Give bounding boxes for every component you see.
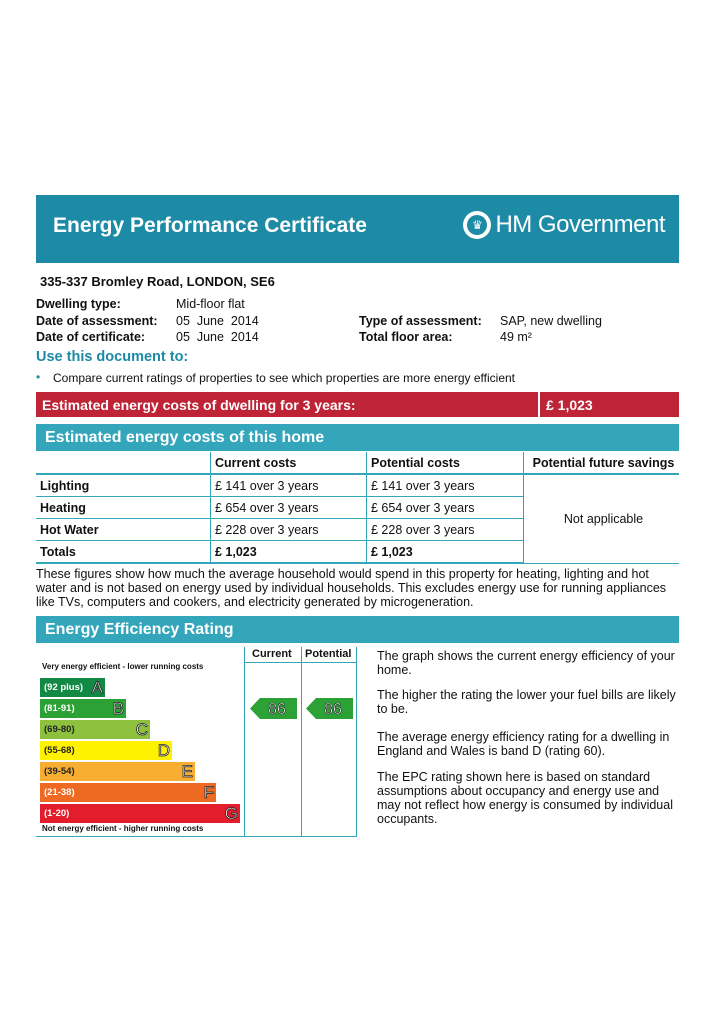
certificate-header [36,195,679,263]
potential-column-header: Potential [305,648,352,660]
divider [244,647,245,837]
assessment-type-value: SAP, new dwelling [500,314,602,328]
current-rating-arrow [250,698,297,719]
cost-table-header [36,424,679,451]
current-cost: £ 654 over 3 years [211,497,367,519]
current-cost: £ 141 over 3 years [211,474,367,497]
dwelling-type-value: Mid-floor flat [176,297,245,311]
potential-rating-arrow [306,698,353,719]
current-rating-arrow-value: 86 [268,701,286,718]
cost-table-title: Estimated energy costs of this home [45,429,325,446]
cost-table [36,452,679,564]
energy-rating-chart [36,647,359,837]
column-header [36,452,211,474]
dwelling-type-label: Dwelling type: [36,297,121,311]
explanation-text: The graph shows the current energy efficiency of your home. [377,649,675,677]
band-range-label: (69-80) [44,724,75,735]
use-document-item: Compare current ratings of properties to see which properties are more energy efficient [53,371,516,385]
estimated-costs-label: Estimated energy costs of dwelling for 3 years: [42,397,356,413]
column-header: Potential future savings [524,452,680,474]
band-range-label: (1-20) [44,808,70,819]
floor-area-label: Total floor area: [359,330,453,344]
explanation-text: The higher the rating the lower your fuel bills are likely to be. [377,688,676,716]
royal-crest-icon: ♛ [463,211,491,239]
row-label: Heating [36,497,211,519]
bullet-icon: • [36,370,41,384]
government-name: HM Government [495,211,665,238]
government-logo [463,211,665,239]
band-range-label: (55-68) [44,745,75,756]
efficiency-header [36,616,679,643]
scale-top-label: Very energy efficient - lower running costs [42,662,204,671]
table-row [36,474,679,497]
totals-current: £ 1,023 [211,541,367,564]
divider [36,836,357,837]
floor-area-value: 49 m² [500,330,532,344]
band-range-label: (92 plus) [44,682,84,693]
row-label: Hot Water [36,519,211,541]
potential-rating-arrow-value: 86 [324,701,342,718]
totals-potential: £ 1,023 [367,541,524,564]
assessment-date-label: Date of assessment: [36,314,158,328]
explanation-text: The average energy efficiency rating for a dwelling in England and Wales is band D (rating 60). [377,730,670,758]
potential-cost: £ 654 over 3 years [367,497,524,519]
band-letter: A [91,678,103,697]
rating-band-a [40,678,105,697]
current-cost: £ 228 over 3 years [211,519,367,541]
costs-note: These figures show how much the average household would spend in this property for heating, lighting and hot water and is not based on energy used by individual households. This excludes energy use for running appliances like TVs, computers and cookers, and electricity generated by microgeneration. [36,567,667,609]
certificate-date-label: Date of certificate: [36,330,146,344]
divider [538,392,540,417]
band-letter: G [224,804,238,823]
band-range-label: (81-91) [44,703,75,714]
potential-cost: £ 228 over 3 years [367,519,524,541]
band-letter: C [135,720,148,739]
band-letter: D [157,741,170,760]
use-document-title: Use this document to: [36,349,189,365]
estimated-costs-bar [36,392,679,417]
table-header-row [36,452,679,474]
column-header: Current costs [211,452,367,474]
property-address: 335-337 Bromley Road, LONDON, SE6 [40,274,275,289]
rating-band-d [40,741,172,760]
totals-label: Totals [36,541,211,564]
rating-band-g [40,804,240,823]
certificate-date-value: 05 June 2014 [176,330,259,344]
band-letter: E [181,762,193,781]
scale-bottom-label: Not energy efficient - higher running costs [42,824,204,833]
efficiency-title: Energy Efficiency Rating [45,621,234,638]
explanation-text: The EPC rating shown here is based on standard assumptions about occupancy and energy use and may not reflect how energy is consumed by individual occupants. [377,770,673,826]
band-letter: B [112,699,124,718]
rating-band-b [40,699,126,718]
current-column-header: Current [252,648,292,660]
row-label: Lighting [36,474,211,497]
rating-band-f [40,783,216,802]
assessment-date-value: 05 June 2014 [176,314,259,328]
rating-band-e [40,762,195,781]
divider [301,647,302,837]
band-range-label: (39-54) [44,766,75,777]
assessment-type-label: Type of assessment: [359,314,482,328]
divider [356,647,357,837]
potential-savings: Not applicable [524,474,680,563]
certificate-title: Energy Performance Certificate [53,214,367,237]
divider [244,662,357,663]
potential-cost: £ 141 over 3 years [367,474,524,497]
band-letter: F [203,783,214,802]
rating-band-c [40,720,150,739]
estimated-costs-value: £ 1,023 [546,397,593,413]
column-header: Potential costs [367,452,524,474]
band-range-label: (21-38) [44,787,75,798]
